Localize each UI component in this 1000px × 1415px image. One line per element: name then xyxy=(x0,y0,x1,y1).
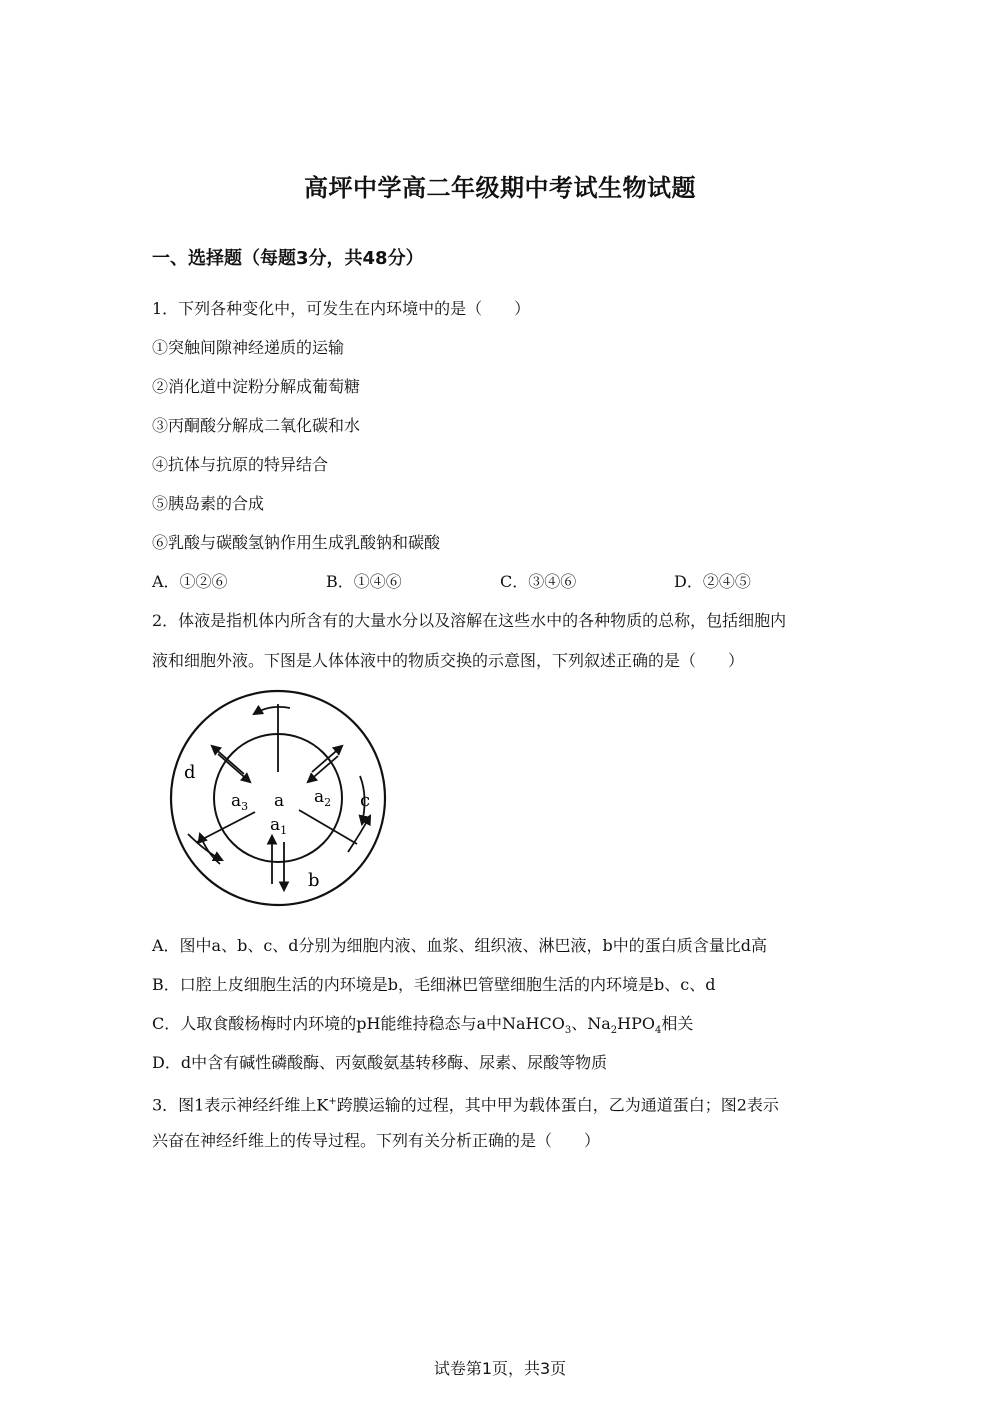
divider-line xyxy=(197,812,255,842)
q1-item: ③丙酮酸分解成二氧化碳和水 xyxy=(152,416,361,435)
q3-stem-line1: 3．图1表示神经纤维上K+跨膜运输的过程，其中甲为载体蛋白，乙为通道蛋白；图2表示 xyxy=(152,1095,779,1115)
page-footer: 试卷第1页，共3页 xyxy=(433,1359,567,1378)
q1-item: ①突触间隙神经递质的运输 xyxy=(152,338,345,357)
label-a1: $a_1$ xyxy=(270,815,288,837)
q1-option-a[interactable]: A．①②⑥ xyxy=(152,572,228,591)
label-d: d xyxy=(184,762,196,783)
label-b: b xyxy=(308,870,320,891)
q1-item: ④抗体与抗原的特异结合 xyxy=(152,455,329,474)
q1-option-c[interactable]: C．③④⑥ xyxy=(500,572,577,591)
arrow-icon xyxy=(312,746,342,772)
q2-option-c[interactable]: C．人取食酸杨梅时内环境的pH能维持稳态与a中NaHCO$_3$、$Na_2HPO_4$相关 xyxy=(152,1014,694,1037)
q2-option-a[interactable]: A．图中a、b、c、d分别为细胞内液、血浆、组织液、淋巴液，b中的蛋白质含量比d高 xyxy=(152,936,768,955)
q1-item: ②消化道中淀粉分解成葡萄糖 xyxy=(152,377,361,396)
section-heading: 一、选择题（每题3分，共48分） xyxy=(152,248,424,269)
page-title: 高坪中学高二年级期中考试生物试题 xyxy=(304,174,696,202)
label-a3: $a_3$ xyxy=(231,791,249,813)
q1-stem: 1．下列各种变化中，可发生在内环境中的是（ ） xyxy=(152,299,531,318)
arrow-icon xyxy=(254,707,290,714)
q1-options xyxy=(152,571,852,595)
q1-option-d[interactable]: D．②④⑤ xyxy=(674,572,751,591)
q2-stem-line2: 液和细胞外液。下图是人体体液中的物质交换的示意图，下列叙述正确的是（ ） xyxy=(152,651,745,670)
label-a: a xyxy=(274,791,285,811)
q1-option-b[interactable]: B．①④⑥ xyxy=(326,572,402,591)
q1-item: ⑤胰岛素的合成 xyxy=(152,494,265,513)
arrow-icon xyxy=(212,746,244,774)
label-a2: $a_2$ xyxy=(314,787,332,809)
body-fluid-exchange-diagram xyxy=(162,684,392,909)
label-c: c xyxy=(360,790,371,811)
arrow-icon xyxy=(348,816,370,852)
arrow-icon xyxy=(218,754,250,782)
q1-item: ⑥乳酸与碳酸氢钠作用生成乳酸钠和碳酸 xyxy=(152,533,441,552)
q2-option-d[interactable]: D．d中含有碱性磷酸酶、丙氨酸氨基转移酶、尿素、尿酸等物质 xyxy=(152,1053,608,1072)
q2-stem-line1: 2．体液是指机体内所含有的大量水分以及溶解在这些水中的各种物质的总称，包括细胞内 xyxy=(152,611,787,630)
arrow-icon xyxy=(308,756,338,782)
q2-option-b[interactable]: B．口腔上皮细胞生活的内环境是b，毛细淋巴管壁细胞生活的内环境是b、c、d xyxy=(152,975,716,994)
q3-stem-line2: 兴奋在神经纤维上的传导过程。下列有关分析正确的是（ ） xyxy=(152,1131,601,1150)
